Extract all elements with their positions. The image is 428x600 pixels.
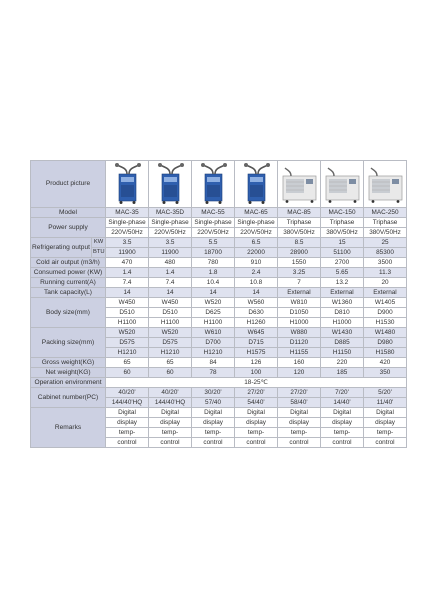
spec-cell: 10.8 [235, 278, 278, 288]
spec-cell: D625 [192, 308, 235, 318]
cold-air-output-row [31, 258, 407, 268]
spec-cell: 220V/50Hz [106, 228, 149, 238]
spec-cell: 185 [321, 368, 364, 378]
spec-cell: MAC-35D [149, 208, 192, 218]
cabinet-number-row [31, 388, 407, 398]
spec-cell: H1100 [149, 318, 192, 328]
spec-cell: temp- [235, 428, 278, 438]
spec-cell: MAC-250 [364, 208, 407, 218]
spec-cell: 11.3 [364, 268, 407, 278]
spec-cell: H1260 [235, 318, 278, 328]
spec-cell: H1530 [364, 318, 407, 328]
spec-cell: 5.65 [321, 268, 364, 278]
spec-cell: display [364, 418, 407, 428]
power-supply-row [31, 218, 407, 228]
spec-cell: Single-phase [235, 218, 278, 228]
spec-cell: W450 [106, 298, 149, 308]
product-picture-cell [321, 161, 364, 208]
spec-cell: Triphase [364, 218, 407, 228]
spec-cell: 220 [321, 358, 364, 368]
spec-cell: 2.4 [235, 268, 278, 278]
spec-cell: D510 [149, 308, 192, 318]
spec-cell: 60 [149, 368, 192, 378]
portable-ac-blue-icon [236, 162, 277, 206]
spec-cell: Digital [149, 408, 192, 418]
spec-cell: W1405 [364, 298, 407, 308]
net-weight-label: Net weight(KG) [31, 368, 106, 378]
spec-cell: H1575 [235, 348, 278, 358]
spec-cell: display [192, 418, 235, 428]
spec-cell: 84 [192, 358, 235, 368]
spec-cell: 13.2 [321, 278, 364, 288]
spec-cell: 380V/50Hz [321, 228, 364, 238]
unit-btu-label: BTU [92, 248, 106, 258]
spec-cell: W810 [278, 298, 321, 308]
spec-cell: W880 [278, 328, 321, 338]
spec-cell: W645 [235, 328, 278, 338]
portable-ac-blue-icon [150, 162, 191, 206]
spec-cell: H1210 [192, 348, 235, 358]
spec-cell: 18700 [192, 248, 235, 258]
spec-cell: 30/20' [192, 388, 235, 398]
spec-cell: Single-phase [106, 218, 149, 228]
spec-cell: W520 [106, 328, 149, 338]
spec-cell: 14 [106, 288, 149, 298]
product-picture-cell [364, 161, 407, 208]
spec-cell: display [106, 418, 149, 428]
spec-cell: 220V/50Hz [149, 228, 192, 238]
spec-cell: Digital [364, 408, 407, 418]
spec-cell: H1100 [106, 318, 149, 328]
spec-cell: 58/40' [278, 398, 321, 408]
refrigerating-output-row [31, 238, 407, 248]
spec-cell: 7/20' [321, 388, 364, 398]
spec-cell: 3500 [364, 258, 407, 268]
spec-cell: D630 [235, 308, 278, 318]
spec-cell: D575 [149, 338, 192, 348]
consumed-power-label: Consumed power (KW) [31, 268, 106, 278]
spec-cell: 40/20' [149, 388, 192, 398]
spec-cell: 1550 [278, 258, 321, 268]
product-picture-label: Product picture [31, 161, 106, 208]
spec-cell: 220V/50Hz [192, 228, 235, 238]
spec-cell: 6.5 [235, 238, 278, 248]
product-picture-cell [106, 161, 149, 208]
body-size-label: Body size(mm) [31, 298, 106, 328]
spec-cell: W1430 [321, 328, 364, 338]
net-weight-row [31, 368, 407, 378]
spec-cell: 2700 [321, 258, 364, 268]
spec-cell: D1120 [278, 338, 321, 348]
spec-cell: MAC-150 [321, 208, 364, 218]
spec-cell: temp- [192, 428, 235, 438]
spec-cell: W1360 [321, 298, 364, 308]
spec-cell: Digital [278, 408, 321, 418]
spec-cell: D700 [192, 338, 235, 348]
spec-cell: 51100 [321, 248, 364, 258]
power-supply-label: Power supply [31, 218, 106, 238]
spec-cell: 20 [364, 278, 407, 288]
spec-cell: 380V/50Hz [278, 228, 321, 238]
spec-cell: control [278, 438, 321, 448]
spec-cell: 11/40' [364, 398, 407, 408]
spec-cell: 7.4 [106, 278, 149, 288]
spec-cell: 160 [278, 358, 321, 368]
spec-cell: display [321, 418, 364, 428]
spec-cell: 1.4 [106, 268, 149, 278]
spec-cell: control [321, 438, 364, 448]
remarks-row [31, 408, 407, 418]
spec-cell: H1210 [106, 348, 149, 358]
spec-cell: 65 [106, 358, 149, 368]
spec-cell: 780 [192, 258, 235, 268]
running-current-row [31, 278, 407, 288]
spec-cell: W520 [149, 328, 192, 338]
spec-cell: H1155 [278, 348, 321, 358]
spec-cell: H1000 [321, 318, 364, 328]
spec-cell: control [235, 438, 278, 448]
spec-cell: D510 [106, 308, 149, 318]
spec-cell: 10.4 [192, 278, 235, 288]
spec-cell: 85300 [364, 248, 407, 258]
unit-kw-label: KW [92, 238, 106, 248]
portable-ac-white-icon [365, 162, 406, 206]
spec-cell: D810 [321, 308, 364, 318]
spec-cell: 3.25 [278, 268, 321, 278]
spec-cell: 22000 [235, 248, 278, 258]
spec-cell: D575 [106, 338, 149, 348]
spec-cell: 126 [235, 358, 278, 368]
spec-cell: D980 [364, 338, 407, 348]
portable-ac-blue-icon [193, 162, 234, 206]
model-label: Model [31, 208, 106, 218]
spec-cell: 27/20' [278, 388, 321, 398]
spec-cell: Digital [321, 408, 364, 418]
operation-environment-label: Operation environment [31, 378, 106, 388]
spec-cell: 470 [106, 258, 149, 268]
consumed-power-row [31, 268, 407, 278]
spec-cell: 100 [235, 368, 278, 378]
spec-cell: 5.5 [192, 238, 235, 248]
model-row [31, 208, 407, 218]
spec-cell: control [106, 438, 149, 448]
operation-environment-row [31, 378, 407, 388]
spec-table [30, 160, 407, 448]
spec-cell: Digital [192, 408, 235, 418]
spec-cell: display [278, 418, 321, 428]
spec-cell: External [278, 288, 321, 298]
spec-cell: W450 [149, 298, 192, 308]
spec-cell: 14/40' [321, 398, 364, 408]
portable-ac-blue-icon [107, 162, 148, 206]
spec-cell: D900 [364, 308, 407, 318]
spec-cell: 5/20' [364, 388, 407, 398]
packing-size-row [31, 328, 407, 338]
cabinet-number-label: Cabinet number(PC) [31, 388, 106, 408]
product-picture-cell [192, 161, 235, 208]
spec-cell: 7 [278, 278, 321, 288]
spec-cell: temp- [321, 428, 364, 438]
cold-air-output-label: Cold air output (m3/h) [31, 258, 106, 268]
packing-size-label: Packing size(mm) [31, 328, 106, 358]
product-picture-row [31, 161, 407, 208]
portable-ac-white-icon [279, 162, 320, 206]
spec-cell: 14 [235, 288, 278, 298]
spec-cell: 220V/50Hz [235, 228, 278, 238]
spec-cell: 8.5 [278, 238, 321, 248]
spec-cell: control [192, 438, 235, 448]
spec-cell: 480 [149, 258, 192, 268]
spec-cell: MAC-65 [235, 208, 278, 218]
spec-cell: 57/40 [192, 398, 235, 408]
spec-cell: 1.4 [149, 268, 192, 278]
spec-cell: 3.5 [149, 238, 192, 248]
product-picture-cell [235, 161, 278, 208]
operation-environment-value: 18-25℃ [106, 378, 407, 388]
spec-cell: temp- [364, 428, 407, 438]
spec-cell: 65 [149, 358, 192, 368]
spec-cell: D885 [321, 338, 364, 348]
spec-cell: 11900 [106, 248, 149, 258]
remarks-label: Remarks [31, 408, 106, 448]
spec-cell: temp- [149, 428, 192, 438]
spec-cell: control [149, 438, 192, 448]
running-current-label: Running current(A) [31, 278, 106, 288]
spec-cell: Single-phase [192, 218, 235, 228]
spec-cell: MAC-55 [192, 208, 235, 218]
spec-cell: 144/40'HQ [149, 398, 192, 408]
refrigerating-output-label: Refrigerating output [31, 238, 92, 258]
spec-cell: 60 [106, 368, 149, 378]
spec-cell: 7.4 [149, 278, 192, 288]
spec-cell: display [235, 418, 278, 428]
spec-cell: MAC-85 [278, 208, 321, 218]
gross-weight-label: Gross weight(KG) [31, 358, 106, 368]
spec-cell: 910 [235, 258, 278, 268]
spec-cell: 144/40'HQ [106, 398, 149, 408]
tank-capacity-row [31, 288, 407, 298]
spec-cell: 27/20' [235, 388, 278, 398]
spec-cell: H1150 [321, 348, 364, 358]
spec-cell: External [364, 288, 407, 298]
spec-cell: 40/20' [106, 388, 149, 398]
spec-cell: control [364, 438, 407, 448]
spec-cell: H1580 [364, 348, 407, 358]
spec-cell: 14 [192, 288, 235, 298]
spec-cell: temp- [278, 428, 321, 438]
spec-cell: H1100 [192, 318, 235, 328]
spec-cell: D1050 [278, 308, 321, 318]
spec-cell: Triphase [278, 218, 321, 228]
spec-cell: External [321, 288, 364, 298]
product-picture-cell [278, 161, 321, 208]
spec-cell: 1.8 [192, 268, 235, 278]
spec-cell: 28900 [278, 248, 321, 258]
spec-cell: H1210 [149, 348, 192, 358]
spec-cell: 380V/50Hz [364, 228, 407, 238]
portable-ac-white-icon [322, 162, 363, 206]
spec-cell: Digital [235, 408, 278, 418]
spec-cell: 25 [364, 238, 407, 248]
spec-cell: 120 [278, 368, 321, 378]
spec-cell: display [149, 418, 192, 428]
spec-cell: Digital [106, 408, 149, 418]
spec-cell: 3.5 [106, 238, 149, 248]
spec-cell: W520 [192, 298, 235, 308]
spec-cell: D715 [235, 338, 278, 348]
spec-cell: 350 [364, 368, 407, 378]
gross-weight-row [31, 358, 407, 368]
spec-cell: 420 [364, 358, 407, 368]
spec-cell: W610 [192, 328, 235, 338]
body-size-row [31, 298, 407, 308]
spec-cell: temp- [106, 428, 149, 438]
spec-cell: MAC-35 [106, 208, 149, 218]
spec-cell: H1000 [278, 318, 321, 328]
spec-cell: 54/40' [235, 398, 278, 408]
spec-cell: 15 [321, 238, 364, 248]
product-picture-cell [149, 161, 192, 208]
spec-cell: Single-phase [149, 218, 192, 228]
spec-cell: 14 [149, 288, 192, 298]
spec-cell: W1480 [364, 328, 407, 338]
spec-cell: 11900 [149, 248, 192, 258]
spec-cell: 78 [192, 368, 235, 378]
spec-cell: Triphase [321, 218, 364, 228]
spec-cell: W560 [235, 298, 278, 308]
tank-capacity-label: Tank capacity(L) [31, 288, 106, 298]
